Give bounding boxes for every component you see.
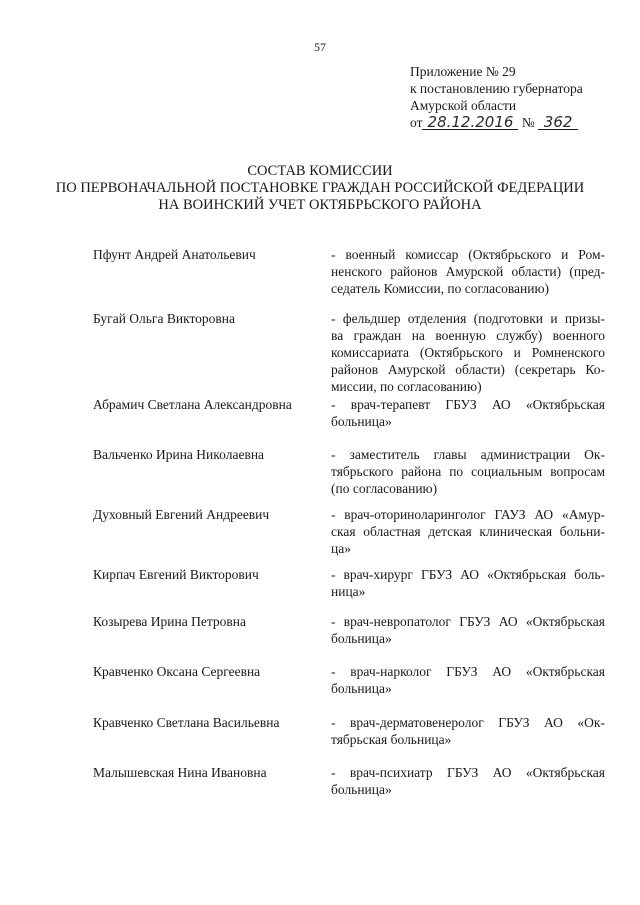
member-row xyxy=(93,566,605,600)
member-role-line: - заместитель главы администрации Ок- xyxy=(331,447,605,462)
member-name: Кравченко Светлана Васильевна xyxy=(93,715,280,730)
member-role-line: (по согласованию) xyxy=(331,481,438,496)
title-line-2: ПО ПЕРВОНАЧАЛЬНОЙ ПОСТАНОВКЕ ГРАЖДАН РОССИЙСКОЙ ФЕДЕРАЦИИ xyxy=(55,180,585,196)
member-role-line: - врач-терапевт ГБУЗ АО «Октябрьская xyxy=(331,397,605,412)
member-row xyxy=(93,246,605,297)
member-role-line: - врач-нарколог ГБУЗ АО «Октябрьская xyxy=(331,664,605,679)
member-row xyxy=(93,310,605,395)
appendix-number: Приложение № 29 xyxy=(410,64,516,79)
member-role-line: комиссариата (Октябрьского и Ромненского xyxy=(331,345,605,360)
member-role-line: больница» xyxy=(331,681,392,696)
member-row xyxy=(93,446,605,497)
member-name: Козырева Ирина Петровна xyxy=(93,614,247,629)
member-role-line: ненского районов Амурской области) (пред- xyxy=(331,264,605,279)
member-role-line: - врач-хирург ГБУЗ АО «Октябрьская боль- xyxy=(331,567,605,582)
member-role xyxy=(331,714,605,748)
member-role-line: больница» xyxy=(331,782,392,797)
member-role xyxy=(331,396,605,430)
number-prefix: № xyxy=(521,115,535,130)
member-row xyxy=(93,714,605,748)
member-role-line: - военный комиссар (Октябрьского и Ром- xyxy=(331,247,605,262)
member-role-line: больница» xyxy=(331,414,392,429)
member-role-line: ва граждан на военную службу) военного xyxy=(331,328,605,343)
member-role-line: - врач-дерматовенеролог ГБУЗ АО «Ок- xyxy=(331,715,605,730)
appendix-block xyxy=(410,63,583,131)
member-name: Абрамич Светлана Александровна xyxy=(93,397,292,412)
member-role-line: - врач-оториноларинголог ГАУЗ АО «Амур- xyxy=(331,507,605,522)
appendix-decree-ref: к постановлению губернатора xyxy=(410,81,583,96)
member-role xyxy=(331,310,605,395)
member-name: Вальченко Ирина Николаевна xyxy=(93,447,265,462)
member-role xyxy=(331,566,605,600)
member-row xyxy=(93,506,605,557)
member-row xyxy=(93,764,605,798)
member-name: Бугай Ольга Викторовна xyxy=(93,311,236,326)
page-number: 57 xyxy=(314,40,326,54)
handwritten-date: 28.12.2016 xyxy=(422,115,518,130)
member-name: Кравченко Оксана Сергеевна xyxy=(93,664,261,679)
member-row xyxy=(93,663,605,697)
appendix-date-line xyxy=(410,114,583,131)
member-role-line: - фельдшер отделения (подготовки и призы- xyxy=(331,311,605,326)
member-role-line: миссии, по согласованию) xyxy=(331,379,482,394)
document-title xyxy=(0,163,640,214)
member-role-line: - врач-психиатр ГБУЗ АО «Октябрьская xyxy=(331,765,605,780)
date-prefix: от xyxy=(410,115,423,130)
member-role-line: тябрьская больница» xyxy=(331,732,452,747)
member-role-line: больница» xyxy=(331,631,392,646)
appendix-region: Амурской области xyxy=(410,98,517,113)
member-name: Пфунт Андрей Анатольевич xyxy=(93,247,256,262)
handwritten-number: 362 xyxy=(538,115,578,130)
member-role xyxy=(331,613,605,647)
member-row xyxy=(93,396,605,430)
member-name: Малышевская Нина Ивановна xyxy=(93,765,267,780)
member-role xyxy=(331,506,605,557)
member-role xyxy=(331,446,605,497)
member-role-line: ца» xyxy=(331,541,351,556)
member-name: Духовный Евгений Андреевич xyxy=(93,507,270,522)
member-role-line: ская областная детская клиническая больни- xyxy=(331,524,605,539)
member-role xyxy=(331,764,605,798)
title-line-3: НА ВОИНСКИЙ УЧЕТ ОКТЯБРЬСКОГО РАЙОНА xyxy=(158,197,482,213)
member-role-line: - врач-невропатолог ГБУЗ АО «Октябрьская xyxy=(331,614,605,629)
member-role-line: тябрьского района по социальным вопросам xyxy=(331,464,605,479)
member-role-line: ница» xyxy=(331,584,366,599)
member-role-line: районов Амурской области) (секретарь Ко- xyxy=(331,362,605,377)
member-name: Кирпач Евгений Викторович xyxy=(93,567,259,582)
member-role xyxy=(331,246,605,297)
member-row xyxy=(93,613,605,647)
member-role-line: седатель Комиссии, по согласованию) xyxy=(331,281,550,296)
member-role xyxy=(331,663,605,697)
title-line-1: СОСТАВ КОМИССИИ xyxy=(247,163,393,179)
